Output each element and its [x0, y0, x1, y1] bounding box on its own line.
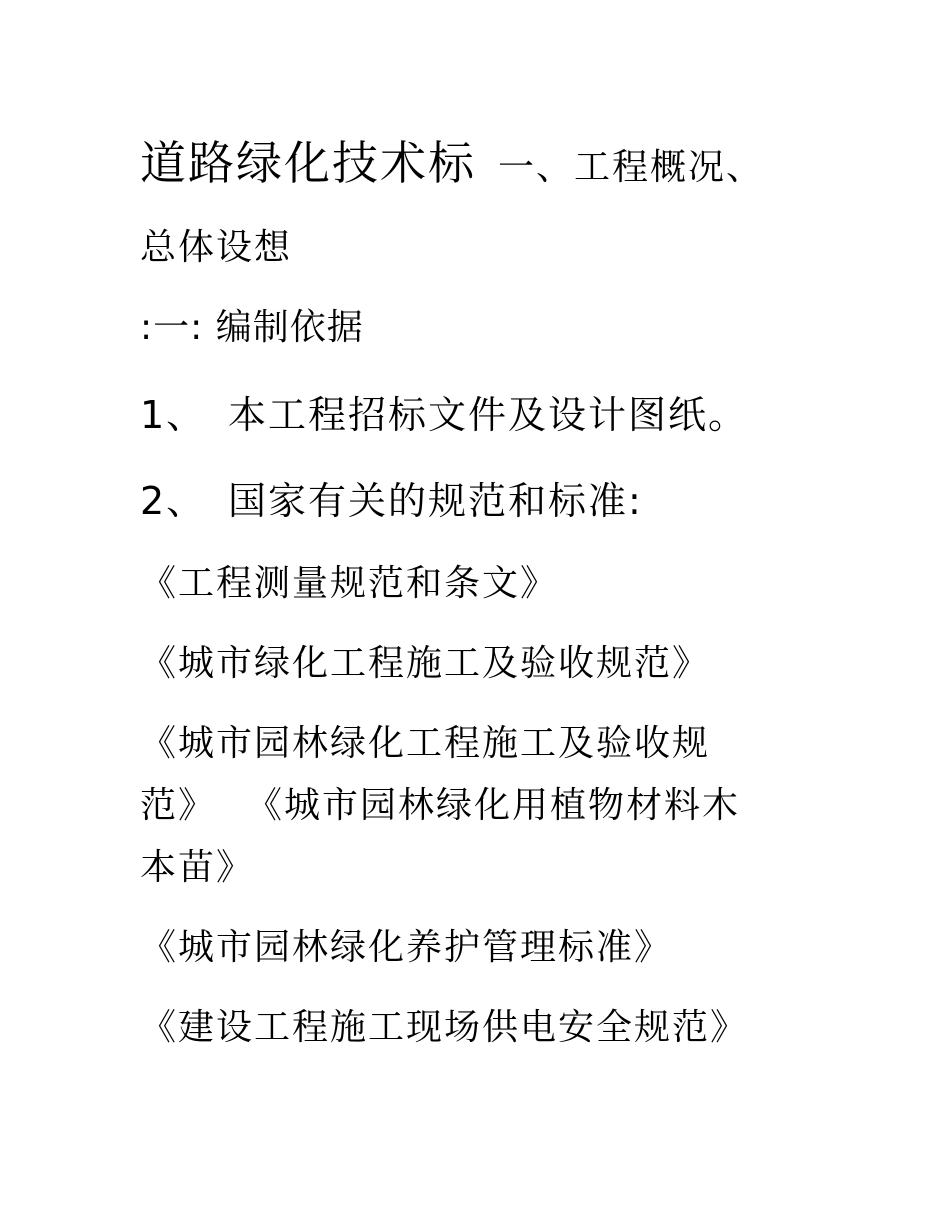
reference-2: 《城市绿化工程施工及验收规范》	[140, 643, 711, 684]
list-item-number: 2、	[140, 479, 207, 523]
section-heading: :一: 编制依据	[140, 307, 364, 348]
document-title	[140, 136, 765, 190]
reference-4-line-2: 本苗》	[140, 847, 255, 888]
title-main: 道路绿化技术标	[140, 136, 476, 190]
reference-4-line-1: 《城市园林绿化用植物材料木	[246, 785, 741, 826]
title-line-2: 总体设想	[140, 227, 293, 268]
title-tail: 一、工程概况、	[498, 147, 765, 188]
list-item-text: 本工程招标文件及设计图纸。	[228, 393, 749, 437]
reference-5: 《城市园林绿化养护管理标准》	[140, 927, 673, 968]
reference-6: 《建设工程施工现场供电安全规范》	[140, 1007, 749, 1048]
list-item-text: 国家有关的规范和标准:	[228, 479, 643, 523]
reference-3-line-2: 范》	[140, 785, 217, 826]
list-item-1	[140, 393, 749, 437]
reference-3-line-1: 《城市园林绿化工程施工及验收规	[140, 723, 711, 764]
reference-line-mixed	[140, 785, 741, 826]
list-item-2	[140, 479, 643, 523]
reference-1: 《工程测量规范和条文》	[140, 563, 559, 604]
list-item-number: 1、	[140, 393, 207, 437]
